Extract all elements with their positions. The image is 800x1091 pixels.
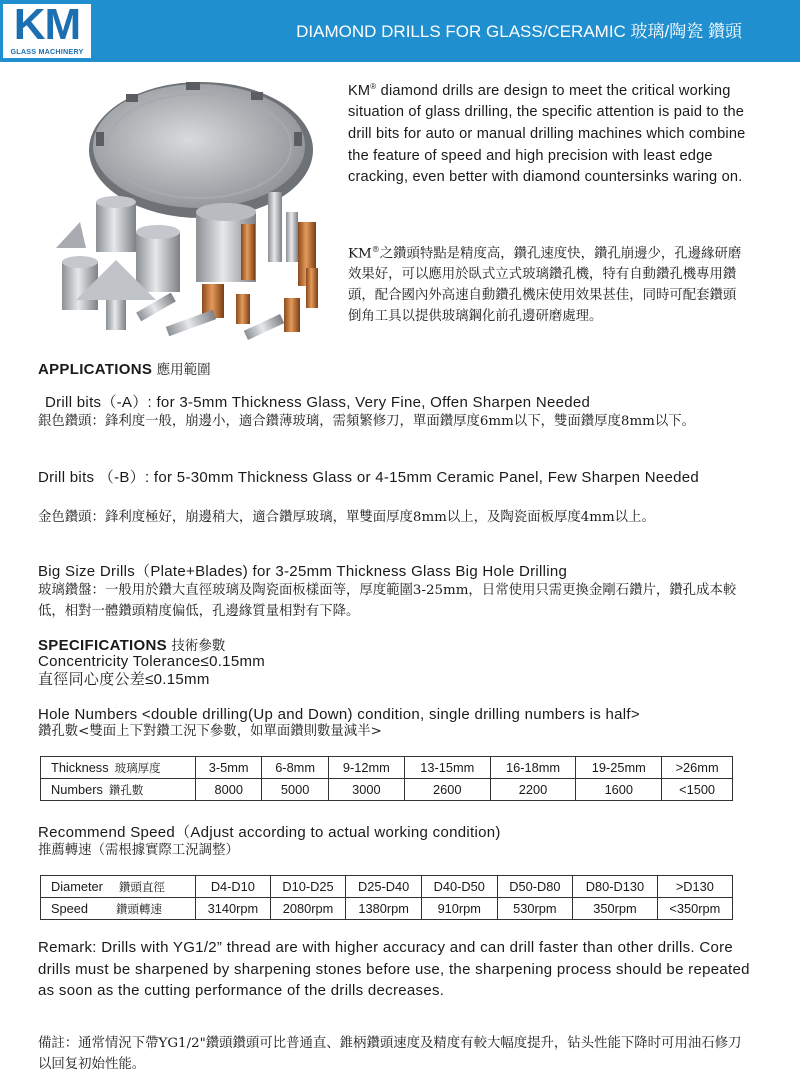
remark-chinese: 備註：通常情況下帶YG1/2"鑽頭鑽頭可比普通直、錐柄鑽頭速度及精度有較大幅度提升，钻头性能下降时可用油石修刀以回复初始性能。 bbox=[38, 1036, 742, 1072]
row-label: Diameter bbox=[51, 878, 103, 894]
table-cell: D25-D40 bbox=[346, 876, 422, 898]
table-cell: <1500 bbox=[662, 779, 733, 801]
row-label: Speed bbox=[51, 900, 89, 916]
brand-name: KM bbox=[348, 82, 371, 99]
intro-chinese bbox=[348, 239, 748, 327]
specifications-title: SPECIFICATIONS bbox=[38, 637, 167, 654]
big-drills-english: Big Size Drills（Plate+Blades) for 3-25mm Thickness Glass Big Hole Drilling bbox=[38, 563, 568, 580]
logo-subtext: GLASS MACHINERY bbox=[10, 47, 84, 56]
table-cell: 3000 bbox=[328, 779, 404, 801]
table-cell: 1600 bbox=[576, 779, 662, 801]
remark-english: Remark: Drills with YG1/2” thread are with higher accuracy and can drill faster than other drills. Core drills must be sharpened by sharpening stones before use, the sharpening process should be repeated as soon as the cutting performance of the drills decreases. bbox=[38, 939, 750, 999]
speed-table bbox=[40, 875, 733, 920]
product-photo bbox=[36, 72, 336, 352]
intro-chinese-body: 之鑽頭特點是精度高，鑽孔速度快，鑽孔崩邊少，孔邊緣研磨效果好，可以應用於臥式立式玻璃鑽孔機，特有自動鑽孔機專用鑽頭，配合國內外高速自動鑽孔機床使用效果甚佳，同時可配套鑽頭倒角工具以提供玻璃鋼化前孔邊研磨處理。 bbox=[348, 246, 742, 325]
registered-mark-zh: ® bbox=[371, 245, 380, 254]
table-cell: 530rpm bbox=[497, 898, 573, 920]
applications-title: APPLICATIONS bbox=[38, 361, 153, 378]
table-cell: 6-8mm bbox=[262, 757, 328, 779]
row-header bbox=[41, 779, 196, 801]
hole-numbers-title-zh: 鑽孔數<雙面上下對鑽工況下參數，如單面鑽則數量減半> bbox=[38, 724, 382, 739]
table-cell: 13-15mm bbox=[404, 757, 490, 779]
row-header bbox=[41, 757, 196, 779]
intro-english bbox=[348, 76, 748, 189]
table-row bbox=[41, 779, 733, 801]
table-cell: >D130 bbox=[657, 876, 732, 898]
table-cell: 350rpm bbox=[573, 898, 658, 920]
table-row bbox=[41, 898, 733, 920]
table-cell: 2080rpm bbox=[270, 898, 346, 920]
speed-title: Recommend Speed（Adjust according to actual working condition) bbox=[38, 824, 501, 841]
table-cell: 5000 bbox=[262, 779, 328, 801]
drill-b-chinese: 金色鑽頭：鋒利度極好，崩邊稍大，適合鑽厚玻璃，單雙面厚度8mm以上，及陶瓷面板厚度4mm以上。 bbox=[38, 510, 655, 525]
page-header bbox=[0, 0, 800, 62]
applications-title-zh: 應用範圍 bbox=[156, 362, 211, 378]
drill-a-english: Drill bits（-A）: for 3-5mm Thickness Glass, Very Fine, Offen Sharpen Needed bbox=[45, 394, 591, 411]
table-cell: D10-D25 bbox=[270, 876, 346, 898]
logo-mark: KM bbox=[13, 0, 81, 49]
speed-title-zh: 推薦轉速（需根據實際工況調整） bbox=[38, 843, 239, 858]
table-cell: 3140rpm bbox=[196, 898, 271, 920]
table-cell: >26mm bbox=[662, 757, 733, 779]
concentricity-english: Concentricity Tolerance≤0.15mm bbox=[38, 653, 266, 670]
row-label: Numbers bbox=[51, 781, 103, 797]
row-label-zh: 鑽孔數 bbox=[108, 782, 144, 797]
row-header bbox=[41, 876, 196, 898]
table-cell: 16-18mm bbox=[490, 757, 576, 779]
big-drills-chinese: 玻璃鑽盤：一般用於鑽大直徑玻璃及陶瓷面板樣面等，厚度範圍3-25mm，日常使用只需更換金剛石鑽片，鑽孔成本較低，相對一體鑽頭精度偏低，孔邊緣質量相對有下降。 bbox=[38, 583, 737, 619]
intro-english-body: diamond drills are design to meet the critical working situation of glass drilling, the specific attention is paid to the drill bits for auto or manual drilling machines which combine the feature of speed and high precision with least edge cracking, even better with diamond countersinks waring on. bbox=[348, 82, 746, 186]
table-row bbox=[41, 876, 733, 898]
table-cell: 9-12mm bbox=[328, 757, 404, 779]
table-row bbox=[41, 757, 733, 779]
row-label: Thickness bbox=[51, 759, 109, 775]
applications-heading bbox=[38, 358, 750, 379]
specifications-title-zh: 技術參數 bbox=[171, 638, 226, 654]
row-label-zh: 鑽頭直徑 bbox=[118, 879, 165, 894]
table-cell: 19-25mm bbox=[576, 757, 662, 779]
hole-numbers-table bbox=[40, 756, 733, 801]
registered-mark: ® bbox=[370, 82, 377, 91]
table-cell: 8000 bbox=[196, 779, 262, 801]
table-cell: D50-D80 bbox=[497, 876, 573, 898]
table-cell: 910rpm bbox=[421, 898, 497, 920]
table-cell: D4-D10 bbox=[196, 876, 271, 898]
table-cell: 3-5mm bbox=[196, 757, 262, 779]
drill-a-chinese: 銀色鑽頭：鋒利度一般，崩邊小，適合鑽薄玻璃，需頻繁修刀，單面鑽厚度6mm以下，雙面鑽厚度8mm以下。 bbox=[38, 414, 696, 429]
hole-numbers-title: Hole Numbers <double drilling(Up and Down) condition, single drilling numbers is half> bbox=[38, 706, 640, 723]
concentricity-chinese: 直徑同心度公差≤0.15mm bbox=[38, 671, 210, 688]
table-cell: <350rpm bbox=[657, 898, 732, 920]
row-header bbox=[41, 898, 196, 920]
page-title: DIAMOND DRILLS FOR GLASS/CERAMIC 玻璃/陶瓷 鑽頭 bbox=[296, 22, 742, 41]
table-cell: 2200 bbox=[490, 779, 576, 801]
row-label-zh: 鑽頭轉速 bbox=[116, 901, 163, 916]
table-cell: 1380rpm bbox=[346, 898, 422, 920]
drill-b-english: Drill bits （-B）: for 5-30mm Thickness Glass or 4-15mm Ceramic Panel, Few Sharpen Needed bbox=[38, 469, 700, 486]
table-cell: 2600 bbox=[404, 779, 490, 801]
row-label-zh: 玻璃厚度 bbox=[114, 760, 161, 775]
table-cell: D40-D50 bbox=[421, 876, 497, 898]
table-cell: D80-D130 bbox=[573, 876, 658, 898]
brand-name-zh: KM bbox=[348, 246, 372, 262]
